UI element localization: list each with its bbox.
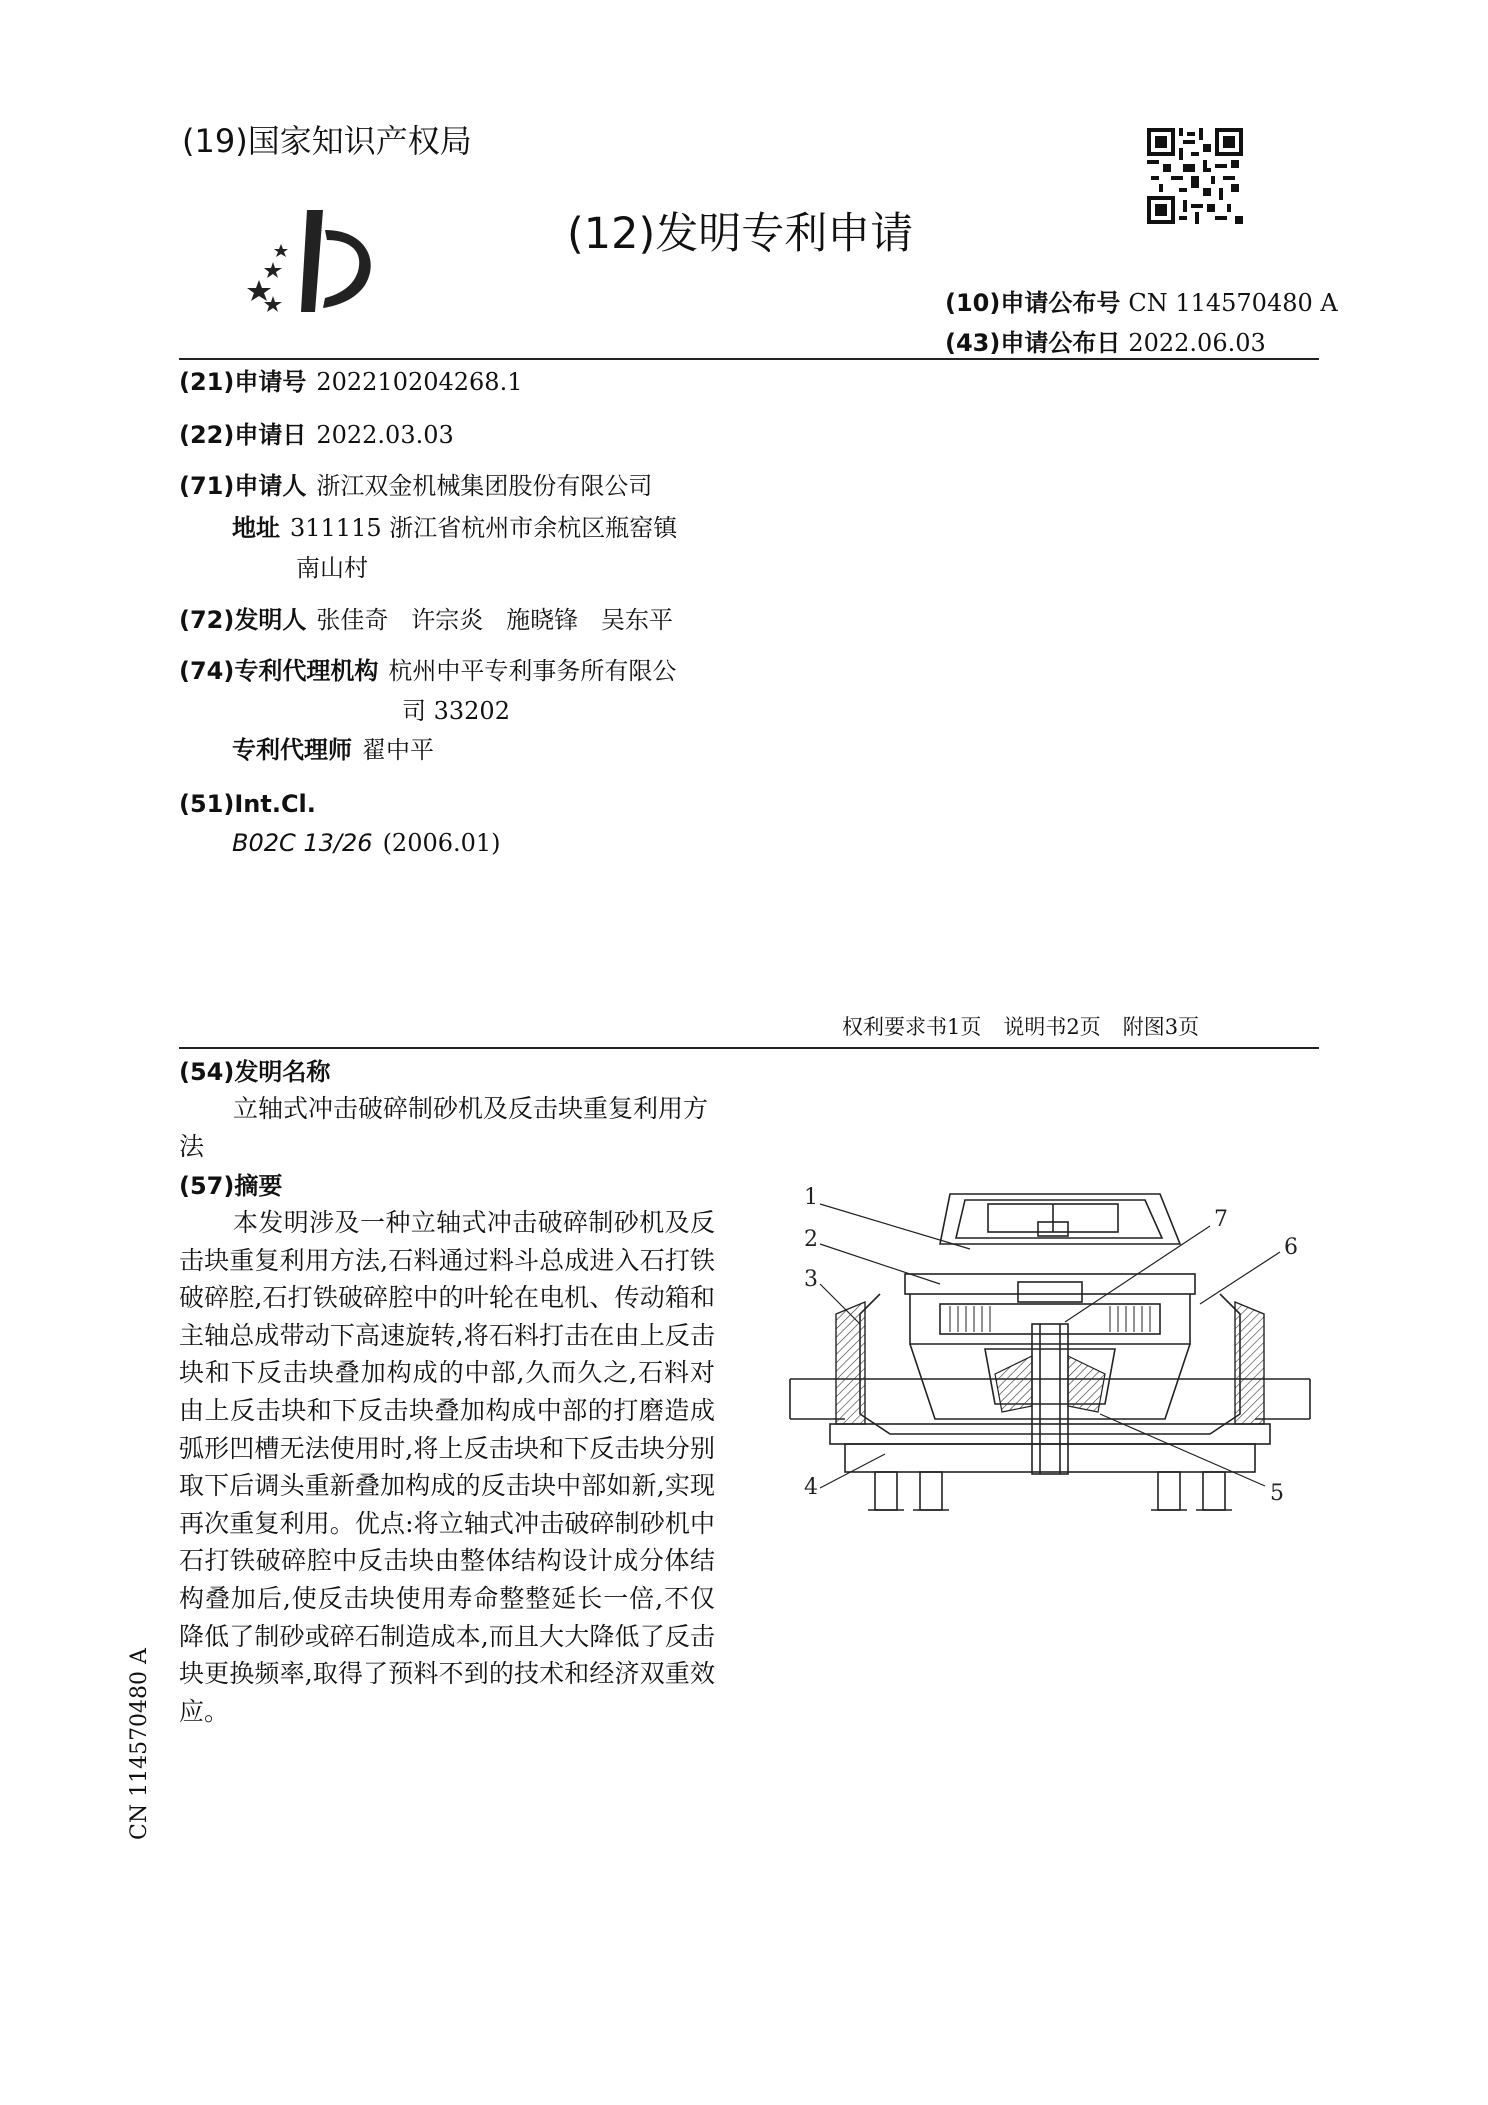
publication-number: CN 114570480 A bbox=[1128, 289, 1338, 317]
application-number: 202210204268.1 bbox=[316, 368, 523, 396]
address-line-1: 311115 浙江省杭州市余杭区瓶窑镇 bbox=[290, 514, 678, 542]
drawing-label-6: 6 bbox=[1284, 1235, 1298, 1260]
address-row bbox=[232, 511, 677, 545]
application-date-label: (22)申请日 bbox=[179, 421, 307, 449]
publication-date-row bbox=[945, 323, 1266, 358]
applicant-name: 浙江双金机械集团股份有限公司 bbox=[316, 472, 653, 500]
address-line-2: 南山村 bbox=[296, 554, 368, 582]
drawing-label-5: 5 bbox=[1270, 1481, 1284, 1506]
drawing-label-3: 3 bbox=[804, 1267, 818, 1292]
invention-title-label: (54)发明名称 bbox=[179, 1058, 331, 1086]
application-date: 2022.03.03 bbox=[316, 421, 454, 449]
section-divider bbox=[179, 1047, 1319, 1049]
abstract-label-row bbox=[179, 1169, 282, 1203]
applicant-row bbox=[179, 469, 652, 503]
cnipa-emblem-logo bbox=[245, 200, 385, 315]
claims-pages: 权利要求书1页 bbox=[842, 1015, 982, 1039]
ipc-label: (51)Int.Cl. bbox=[179, 790, 316, 818]
agency-name-line-2: 司 33202 bbox=[402, 697, 510, 725]
page-counts bbox=[842, 1011, 1221, 1041]
ipc-label-row bbox=[179, 787, 316, 821]
description-pages: 说明书2页 bbox=[1003, 1015, 1101, 1039]
drawing-label-7: 7 bbox=[1214, 1207, 1228, 1232]
ipc-row bbox=[232, 826, 501, 860]
abstract-text: 本发明涉及一种立轴式冲击破碎制砂机及反击块重复利用方法,石料通过料斗总成进入石打铁破碎腔,石打铁破碎腔中的叶轮在电机、传动箱和主轴总成带动下高速旋转,将石料打击在由上反击块和下反击块叠加构成的中部,久而久之,石料对由上反击块和下反击块叠加构成中部的打磨造成弧形凹槽无法使用时,将上反击块和下反击块分别取下后调头重新叠加构成的反击块中部如新,实现再次重复利用。优点:将立轴式冲击破碎制砂机中石打铁破碎腔中反击块由整体结构设计成分体结构叠加后,使反击块使用寿命整整延长一倍,不仅降低了制砂或碎石制造成本,而且大大降低了反击块更换频率,取得了预料不到的技术和经济双重效应。 bbox=[179, 1208, 715, 1726]
invention-title: 立轴式冲击破碎制砂机及反击块重复利用方法 bbox=[179, 1094, 709, 1161]
publication-number-row bbox=[945, 283, 1338, 318]
application-date-row bbox=[179, 418, 454, 452]
side-publication-number: CN 114570480 A bbox=[127, 1648, 152, 1840]
agent-label: 专利代理师 bbox=[232, 736, 352, 764]
ipc-version: (2006.01) bbox=[382, 829, 501, 857]
drawing-label-1: 1 bbox=[804, 1185, 818, 1210]
agent-name: 翟中平 bbox=[362, 736, 434, 764]
inventor-label: (72)发明人 bbox=[179, 606, 307, 634]
drawing-label-2: 2 bbox=[804, 1227, 818, 1252]
title-label-row bbox=[179, 1055, 330, 1089]
document-type: (12)发明专利申请 bbox=[567, 209, 914, 259]
inventor-row bbox=[179, 603, 673, 637]
inventor-names: 张佳奇 许宗炎 施晓锋 吴东平 bbox=[316, 606, 674, 634]
header-divider bbox=[179, 358, 1319, 360]
publication-date-label: (43)申请公布日 bbox=[945, 329, 1121, 357]
drawing-label-4: 4 bbox=[804, 1475, 818, 1500]
application-number-row bbox=[179, 365, 522, 399]
agency-row bbox=[179, 654, 676, 688]
agent-row bbox=[232, 733, 434, 767]
publication-date: 2022.06.03 bbox=[1128, 329, 1266, 357]
ipc-code: B02C 13/26 bbox=[232, 829, 373, 857]
publication-number-label: (10)申请公布号 bbox=[945, 289, 1121, 317]
qr-code-icon bbox=[1147, 128, 1243, 224]
application-number-label: (21)申请号 bbox=[179, 368, 307, 396]
agency-label: (74)专利代理机构 bbox=[179, 657, 379, 685]
office-name: (19)国家知识产权局 bbox=[182, 122, 472, 160]
applicant-label: (71)申请人 bbox=[179, 472, 307, 500]
address-label: 地址 bbox=[232, 514, 280, 542]
agency-name-line-1: 杭州中平专利事务所有限公 bbox=[388, 657, 677, 685]
crusher-drawing bbox=[770, 1174, 1330, 1544]
abstract-label: (57)摘要 bbox=[179, 1172, 283, 1200]
drawing-pages: 附图3页 bbox=[1122, 1015, 1200, 1039]
